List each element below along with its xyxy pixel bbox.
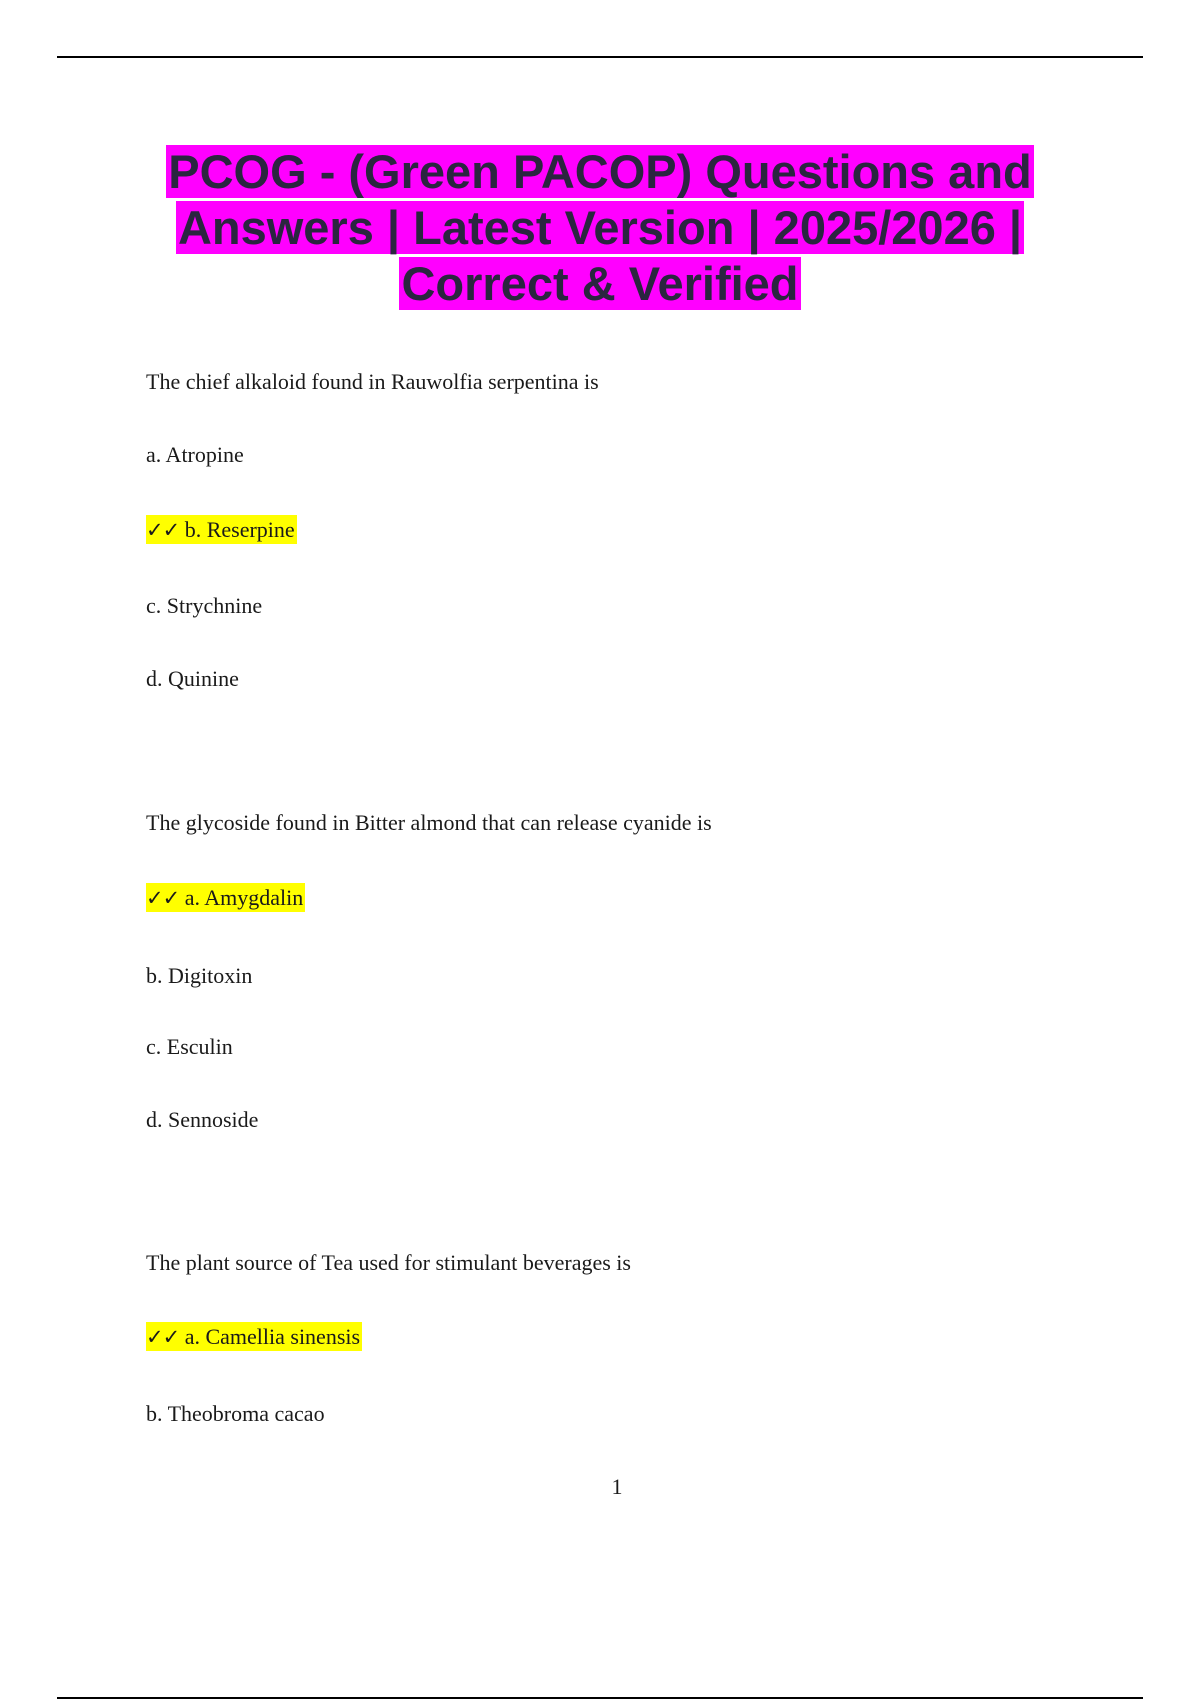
correct-answer-label: a. Amygdalin <box>184 885 304 910</box>
question-2-option-d: d. Sennoside <box>146 1107 259 1132</box>
correct-answer-label: a. Camellia sinensis <box>184 1324 361 1349</box>
question-1-option-b <box>146 516 297 544</box>
correct-answer-highlight <box>146 515 297 544</box>
question-2-option-a <box>146 884 305 912</box>
double-check-icon: ✓✓ <box>146 1325 180 1349</box>
question-1-option-a: a. Atropine <box>146 442 244 467</box>
header-rule <box>57 56 1143 58</box>
correct-answer-highlight <box>146 883 305 912</box>
question-1-option-d: d. Quinine <box>146 666 239 691</box>
question-2-text: The glycoside found in Bitter almond that can release cyanide is <box>146 810 712 835</box>
question-3-option-a <box>146 1323 362 1351</box>
document-title <box>100 144 1100 312</box>
question-3-option-b: b. Theobroma cacao <box>146 1401 325 1426</box>
title-line-1: PCOG - (Green PACOP) Questions and <box>168 145 1032 198</box>
question-2-option-b: b. Digitoxin <box>146 963 253 988</box>
double-check-icon: ✓✓ <box>146 886 180 910</box>
question-3-text: The plant source of Tea used for stimulant beverages is <box>146 1250 631 1275</box>
correct-answer-label: b. Reserpine <box>184 517 295 542</box>
question-1-option-c: c. Strychnine <box>146 593 263 618</box>
title-line-2: Answers | Latest Version | 2025/2026 | <box>177 201 1023 254</box>
double-check-icon: ✓✓ <box>146 518 180 542</box>
question-1-text: The chief alkaloid found in Rauwolfia serpentina is <box>146 369 599 394</box>
correct-answer-highlight <box>146 1322 362 1351</box>
title-line-3: Correct & Verified <box>401 257 799 310</box>
page-number: 1 <box>611 1474 623 1499</box>
footer-rule <box>57 1697 1143 1699</box>
question-2-option-c: c. Esculin <box>146 1034 233 1059</box>
